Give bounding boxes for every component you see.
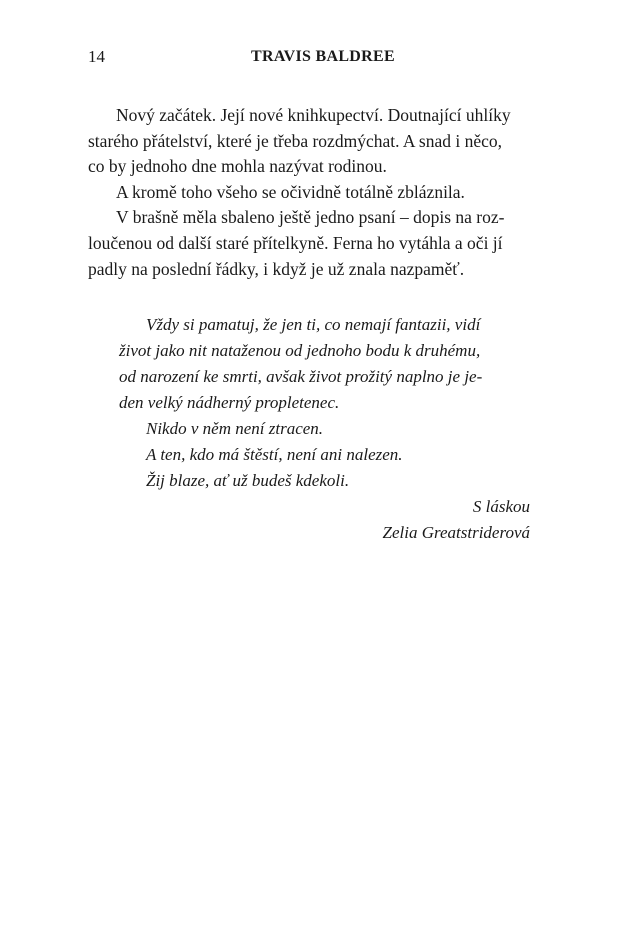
paragraph-1 [88,103,548,180]
text-line: padly na poslední řádky, i když je už znala nazpaměť. [88,258,465,279]
letter-line: Vždy si pamatuj, že jen ti, co nemají fantazii, vidí [146,315,481,334]
paragraph-2 [88,180,548,206]
letter-closing: S láskou [472,497,530,516]
letter-line: život jako nit nataženou od jednoho bodu k druhému, [119,341,481,360]
running-head-author: TRAVIS BALDREE [251,48,395,65]
letter-line: A ten, kdo má štěstí, není ani nalezen. [146,445,403,464]
text-line: loučenou od další staré přítelkyně. Ferna ho vytáhla a oči jí [88,232,503,253]
letter-line: Žij blaze, ať už budeš kdekoli. [146,471,350,490]
text-line: Nový začátek. Její nové knihkupectví. Doutnající uhlíky [116,105,511,125]
letter-line: Nikdo v něm není ztracen. [146,419,324,438]
text-line: co by jednoho dne mohla nazývat rodinou. [88,156,387,177]
text-line: A kromě toho všeho se očividně totálně zbláznila. [116,181,465,202]
letter-signature: Zelia Greatstriderová [382,523,530,542]
paragraph-3 [88,205,548,282]
page-number: 14 [88,47,105,66]
quoted-letter [119,312,530,546]
body-text [88,103,548,282]
text-line: V brašně měla sbaleno ještě jedno psaní – dopis na roz- [116,207,505,228]
letter-line: den velký nádherný propletenec. [119,393,340,412]
letter-line: od narození ke smrti, avšak život prožitý naplno je je- [119,367,483,386]
text-line: starého přátelství, které je třeba rozdmýchat. A snad i něco, [88,130,503,151]
